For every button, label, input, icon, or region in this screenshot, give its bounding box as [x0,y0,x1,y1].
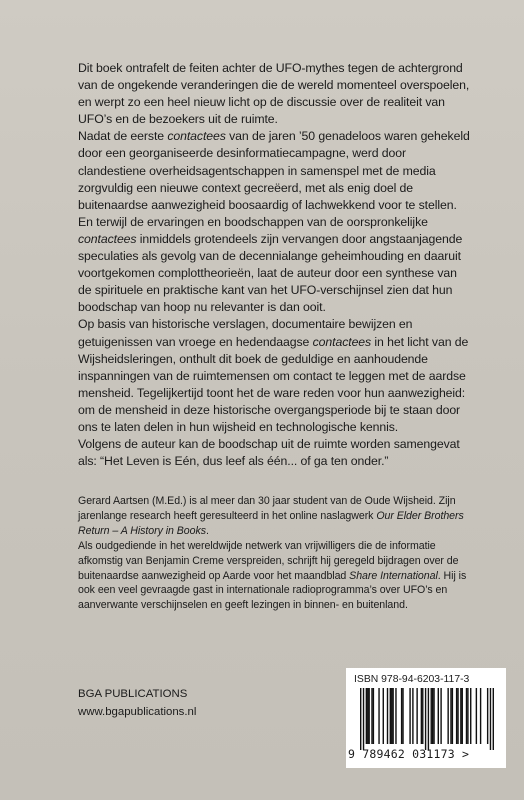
barcode-bar [452,688,453,744]
barcode-bar [428,688,429,750]
barcode-bar [387,688,388,744]
barcode-bar [422,688,423,744]
blurb-paragraph-3: Op basis van historische verslagen, documentaire bewijzen en getuigenissen van vroege en hedendaagse contactees in het licht van de Wijsheidsleringen, onthult dit boek de geduldige en aanhoudende inspanningen van de ruimtemensen om contact te leggen met de aardse mensheid. Tegelijkertijd toont het de ware reden voor hun aanwezigheid: om de mensheid in deze historische overgangsperiode bij te staan door ons te laten delen in hun wijsheid en technologische kennis. [78,317,469,434]
barcode-bar [431,688,432,744]
author-bio-paragraph-1: Gerard Aartsen (M.Ed.) is al meer dan 30 jaar student van de Oude Wijsheid. Zijn jarenlange research heeft geresulteerd in het online naslagwerk Our Elder Brothers Return – A History in Books. [78,495,464,537]
barcode-bars [360,688,494,750]
barcode-bar [395,688,396,744]
blurb-paragraph-1: Dit boek ontrafelt de feiten achter de UFO-mythes tegen de achtergrond van de ongekende veranderingen die de wereld momenteel overspoelen, en werpt zo een heel nieuw licht op de discussie over de realiteit van UFO’s en de bezoekers uit de ruimte. [78,61,470,127]
isbn-label: ISBN 978-94-6203-117-3 [354,674,470,685]
barcode-bar [440,688,441,744]
barcode-bar [367,688,368,744]
barcode-bar [490,688,491,750]
author-bio [78,494,470,613]
barcode-bar [383,688,384,744]
barcode-bar [476,688,477,744]
barcode-bar [450,688,451,744]
isbn-barcode [346,668,506,768]
author-bio-paragraph-2: Als oudgediende in het wereldwijde netwerk van vrijwilligers die de informatie afkomstig van Benjamin Creme verspreiden, schrijft hij geregeld bijdragen over de buitenaardse aanwezigheid op Aarde voor het maandblad Share International. Hij is ook een veel gevraagde gast in internationale radioprogramma’s over UFO’s en aanverwante verschijnselen en geeft lezingen in binnen- en buitenland. [78,539,467,612]
barcode-bar [373,688,374,744]
barcode-bar [425,688,426,750]
blurb-paragraph-4: Volgens de auteur kan de boodschap uit de ruimte worden samengevat als: “Het Leven is Eén, dus leef als één... of ga ten onder.” [78,437,460,469]
barcode-bar [480,688,481,744]
publisher-website: www.bgapublications.nl [78,705,197,718]
blurb-text [78,60,470,470]
barcode-bar [466,688,467,744]
barcode-digits: 9 789462 031173 > [348,747,470,761]
barcode-bar [360,688,361,750]
barcode-bar [363,688,364,750]
barcode-bar [378,688,379,744]
barcode-bar [416,688,417,744]
barcode-bar [456,688,457,744]
barcode-bar [390,688,391,744]
barcode-bar [457,688,458,744]
barcode-bar [421,688,422,744]
barcode-bar [371,688,372,744]
publisher-name: BGA PUBLICATIONS [78,688,188,700]
barcode-bar [493,688,494,750]
barcode-bar [438,688,439,744]
barcode-bar [462,688,463,744]
blurb-paragraph-2: Nadat de eerste contactees van de jaren ’50 genadeloos waren gehekeld door een georganiseerde desinformatiecampagne, werd door clandestiene overheidsagentschappen in samenspel met de media zorgvuldig een nieuwe context gecreëerd, met als enig doel de buitenaardse aanwezigheid boosaardig of lachwekkend voor te stellen. En terwijl de ervaringen en boodschappen van de oorspronkelijke contactees inmiddels grotendeels zijn vervangen door angstaanjagende speculaties als gevolg van de decennialange geheimhouding en daaruit voortgekomen complottheorieën, laat de auteur door een synthese van de spirituele en praktische kant van het UFO-verschijnsel zien dat hun boodschap van hoop nu relevanter is dan ooit. [78,129,470,315]
barcode-bar [447,688,448,744]
barcode-bar [487,688,488,744]
barcode-bar [368,688,369,744]
barcode-bar [460,688,461,744]
barcode-bar [366,688,367,744]
publisher-block [78,686,278,721]
barcode-bar [402,688,403,744]
barcode-bar [432,688,433,744]
barcode-bar [412,688,413,744]
barcode-bar [409,688,410,744]
barcode-bar [433,688,434,744]
barcode-bar [391,688,392,744]
barcode-bar [470,688,471,744]
barcode-bar [467,688,468,744]
barcode-bar [401,688,402,744]
barcode-bar [392,688,393,744]
